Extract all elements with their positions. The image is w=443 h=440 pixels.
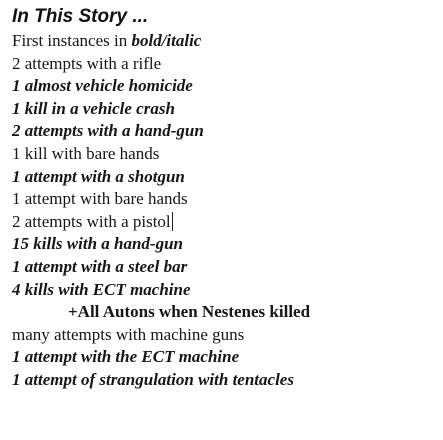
intro-line xyxy=(12,30,443,53)
list-item: 1 attempt with a shotgun xyxy=(12,166,185,186)
list-item: 15 kills with a hand-gun xyxy=(12,234,184,254)
story-heading: In This Story ... xyxy=(12,6,149,27)
list-item: 2 attempts with a rifle xyxy=(12,53,162,73)
list-item: 1 attempt with the ECT machine xyxy=(12,347,240,367)
list-item: 1 attempt with a steel bar xyxy=(12,256,188,276)
list-item: many attempts with machine guns xyxy=(12,324,245,344)
intro-emphasis: bold/italic xyxy=(131,31,202,50)
list-item-with-cursor[interactable] xyxy=(12,211,443,234)
list-item-indented: +All Autons when Nestenes killed xyxy=(68,302,311,322)
list-item: 2 attempts with a hand-gun xyxy=(12,121,204,141)
list-item: 1 attempt with bare hands xyxy=(12,189,188,209)
intro-text: First instances in xyxy=(12,31,132,50)
text-cursor xyxy=(172,212,173,231)
list-item: 1 attempt of strangulation with tentacles xyxy=(12,369,294,389)
list-item-text: 2 attempts with a pistol xyxy=(12,211,171,231)
list-item: 1 kill with bare hands xyxy=(12,143,160,163)
list-item: 4 kills with ECT machine xyxy=(12,279,191,299)
list-item: 1 kill in a vehicle crash xyxy=(12,98,175,118)
list-item: 1 almost vehicle homicide xyxy=(12,76,193,96)
